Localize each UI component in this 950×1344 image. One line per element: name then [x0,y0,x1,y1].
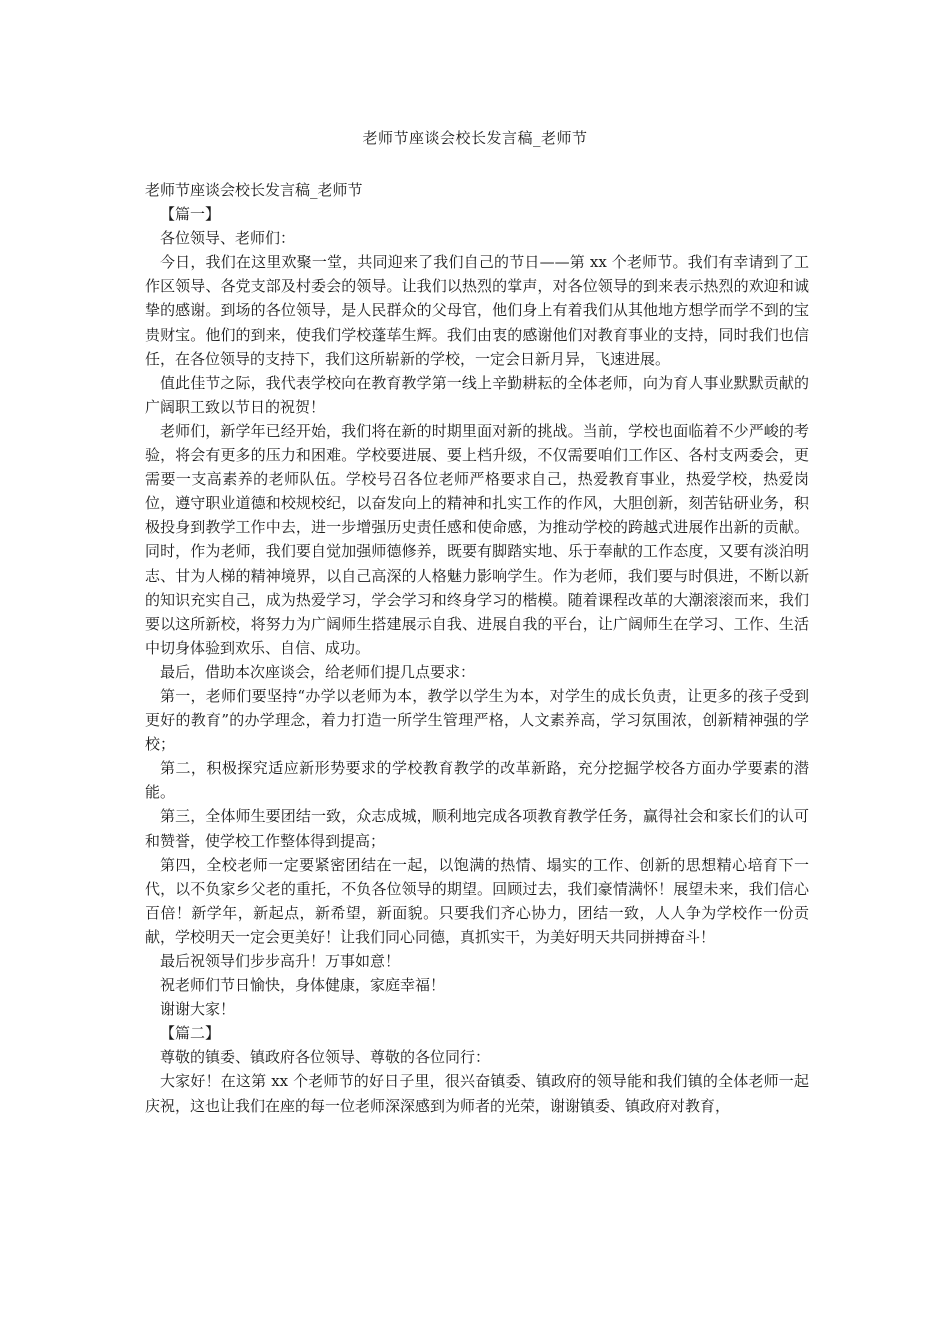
document-body [145,178,809,1118]
paragraph: 老师们，新学年已经开始，我们将在新的时期里面对新的挑战。当前，学校也面临着不少严峻的考验，将会有更多的压力和困难。学校要进展、要上档升级，不仅需要咱们工作区、各村支两委会，更需要一支高素养的老师队伍。学校号召各位老师严格要求自己，热爱教育事业，热爱学校，热爱岗位，遵守职业道德和校规校纪，以奋发向上的精神和扎实工作的作风，大胆创新，刻苦钻研业务，积极投身到教学工作中去，进一步增强历史责任感和使命感，为推动学校的跨越式进展作出新的贡献。同时，作为老师，我们要自觉加强师德修养，既要有脚踏实地、乐于奉献的工作态度，又要有淡泊明志、甘为人梯的精神境界，以自己高深的人格魅力影响学生。作为老师，我们要与时俱进，不断以新的知识充实自己，成为热爱学习，学会学习和终身学习的楷模。随着课程改革的大潮滚滚而来，我们要以这所新校，将努力为广阔师生搭建展示自我、进展自我的平台，让广阔师生在学习、工作、生活中切身体验到欢乐、自信、成功。 [145,421,809,657]
paragraph: 今日，我们在这里欢聚一堂，共同迎来了我们自己的节日——第 xx 个老师节。我们有幸请到了工作区领导、各党支部及村委会的领导。让我们以热烈的掌声，对各位领导的到来表示热烈的欢迎和诚挚的感谢。到场的各位领导，是人民群众的父母官，他们身上有着我们从其他地方想学而学不到的宝贵财宝。他们的到来，使我们学校蓬荜生辉。我们由衷的感谢他们对教育事业的支持，同时我们也信任，在各位领导的支持下，我们这所崭新的学校，一定会日新月异，飞速进展。 [145,253,809,368]
paragraph: 大家好！在这第 xx 个老师节的好日子里，很兴奋镇委、镇政府的领导能和我们镇的全体老师一起庆祝，这也让我们在座的每一位老师深深感到为师者的光荣，谢谢镇委、镇政府对教育， [145,1072,809,1115]
paragraph: 第三，全体师生要团结一致，众志成城，顺利地完成各项教育教学任务，赢得社会和家长们的认可和赞誉，使学校工作整体得到提高； [145,807,809,850]
body-title: 老师节座谈会校长发言稿_老师节 [145,181,363,199]
salutation: 尊敬的镇委、镇政府各位领导、尊敬的各位同行： [160,1048,491,1067]
paragraph: 值此佳节之际，我代表学校向在教育教学第一线上辛勤耕耘的全体老师，向为育人事业默默贡献的广阔职工致以节日的祝贺！ [145,373,809,416]
paragraph: 第二，积极探究适应新形势要求的学校教育教学的改革新路，充分挖掘学校各方面办学要素的潜能。 [145,759,809,802]
section-heading-2: 【篇二】 [160,1024,221,1043]
paragraph: 最后，借助本次座谈会，给老师们提几点要求： [160,662,476,681]
salutation: 各位领导、老师们： [160,229,296,248]
paragraph: 第一，老师们要坚持“办学以老师为本，教学以学生为本，对学生的成长负责，让更多的孩子受到更好的教育”的办学理念，着力打造一所学生管理严格，人文素养高，学习氛围浓，创新精神强的学校； [145,686,809,754]
section-heading-1: 【篇一】 [160,205,221,224]
paragraph: 第四，全校老师一定要紧密团结在一起，以饱满的热情、塌实的工作、创新的思想精心培育下一代，以不负家乡父老的重托，不负各位领导的期望。回顾过去，我们豪情满怀！展望未来，我们信心百倍！新学年，新起点，新希望，新面貌。只要我们齐心协力，团结一致，人人争为学校作一份贡献，学校明天一定会更美好！让我们同心同德，真抓实干，为美好明天共同拼搏奋斗！ [145,855,809,946]
paragraph: 祝老师们节日愉快，身体健康，家庭幸福！ [160,976,446,995]
paragraph: 最后祝领导们步步高升！万事如意！ [160,952,401,970]
document-title: 老师节座谈会校长发言稿_老师节 [362,129,588,147]
paragraph: 谢谢大家！ [160,1000,236,1019]
